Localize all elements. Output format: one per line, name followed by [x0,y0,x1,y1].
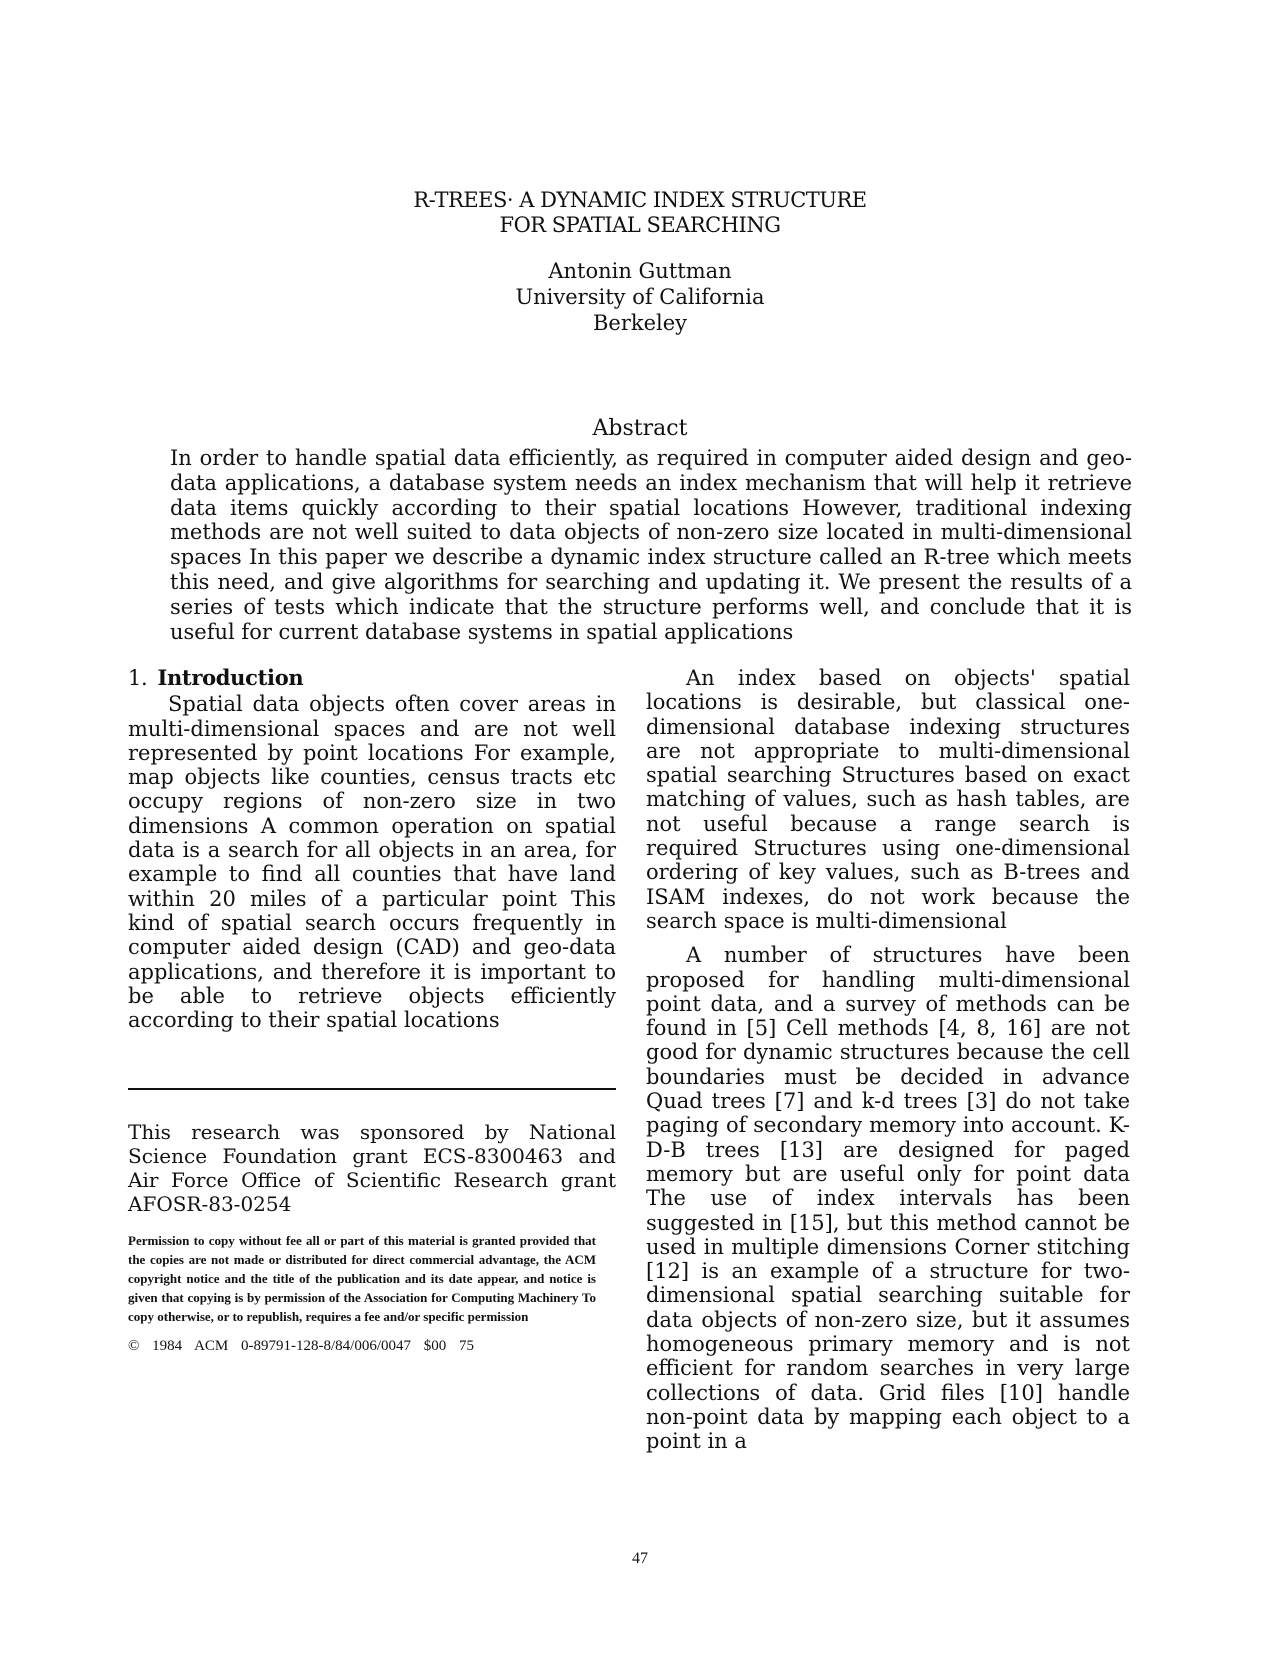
section-heading-introduction [128,666,616,690]
right-column [646,666,1130,1454]
permission-notice: Permission to copy without fee all or part of this material is granted provided that the copies are not made or distributed for direct commercial advantage, the ACM copyright notice and the title of the publication and its date appear, and notice is given that copying is by permission of the Association for Computing Machinery To copy otherwise, or to republish, requires a fee and/or specific permission [128,1233,596,1324]
abstract-text: In order to handle spatial data efficiently, as required in computer aided design and geo-data applications, a database system needs an index mechanism that will help it retrieve data items quickly according to their spatial locations However, traditional indexing methods are not well suited to data objects of non-zero size located in multi-dimensional spaces In this paper we describe a dynamic index structure called an R-tree which meets this need, and give algorithms for searching and updating it. We present the results of a series of tests which indicate that the structure performs well, and conclude that it is useful for current database systems in spatial applications [170,446,1132,644]
left-column [128,666,616,1032]
page-number: 47 [632,1550,648,1567]
funding-footnote: This research was sponsored by National Science Foundation grant ECS-8300463 and Air Force Office of Scientific Research grant AFOSR-83-0254 [128,1120,616,1216]
author-affiliation: University of California [515,285,765,309]
title-line-1: R-TREES· A DYNAMIC INDEX STRUCTURE [413,188,867,212]
author-location: Berkeley [592,311,688,335]
footnote-divider [128,1088,616,1090]
title-line-2: FOR SPATIAL SEARCHING [499,213,781,237]
abstract-heading: Abstract [592,416,688,441]
author-block [0,258,1280,336]
copyright-line: © 1984 ACM 0-89791-128-8/84/006/0047 $00 75 [128,1338,474,1354]
paper-title [0,188,1280,238]
intro-paragraph-3: A number of structures have been proposed for handling multi-dimensional point data, and a survey of methods can be found in [5] Cell methods [4, 8, 16] are not good for dynamic structures because the cell boundaries must be decided in advance Quad trees [7] and k-d trees [3] do not take paging of secondary memory into account. K-D-B trees [13] are designed for paged memory but are useful only for point data The use of index intervals has been suggested in [15], but this method cannot be used in multiple dimensions Corner stitching [12] is an example of a structure for two-dimensional spatial searching suitable for data objects of non-zero size, but it assumes homogeneous primary memory and is not efficient for random searches in very large collections of data. Grid files [10] handle non-point data by mapping each object to a point in a [646,943,1130,1454]
intro-paragraph-1: Spatial data objects often cover areas in multi-dimensional spaces and are not well represented by point locations For example, map objects like counties, census tracts etc occupy regions of non-zero size in two dimensions A common operation on spatial data is a search for all objects in an area, for example to find all counties that have land within 20 miles of a particular point This kind of spatial search occurs frequently in computer aided design (CAD) and geo-data applications, and therefore it is important to be able to retrieve objects efficiently according to their spatial locations [128,692,616,1033]
author-name: Antonin Guttman [548,259,732,283]
section-number: 1. [128,666,148,690]
intro-paragraph-2: An index based on objects' spatial locations is desirable, but classical one-dimensional database indexing structures are not appropriate to multi-dimensional spatial searching Structures based on exact matching of values, such as hash tables, are not useful because a range search is required Structures using one-dimensional ordering of key values, such as B-trees and ISAM indexes, do not work because the search space is multi-dimensional [646,666,1130,933]
section-title: Introduction [157,665,304,690]
